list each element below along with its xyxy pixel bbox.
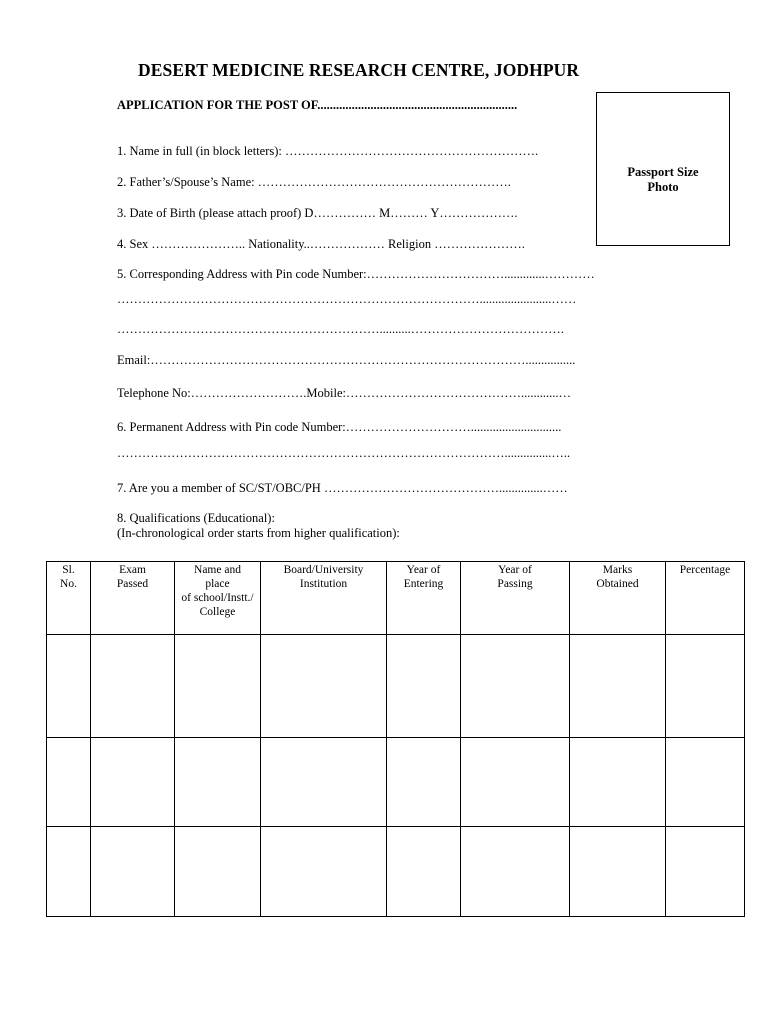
table-cell[interactable] [91,827,175,917]
table-row [47,635,745,738]
table-row [47,738,745,827]
table-cell[interactable] [261,635,387,738]
telephone-mobile-field[interactable]: Telephone No:……………………….Mobile:……………………………………............… [117,386,571,400]
table-cell[interactable] [570,635,666,738]
header-text: College [199,606,236,618]
email-field[interactable]: Email:………………………………………………………………………………................ [117,353,576,367]
category-field[interactable]: 7. Are you a member of SC/ST/OBC/PH ……………………………………..............…… [117,481,568,495]
header-text: Sl. [62,564,75,576]
table-cell[interactable] [91,738,175,827]
header-year-passing [461,562,570,635]
qualifications-heading: 8. Qualifications (Educational): [117,511,275,525]
table-cell[interactable] [666,635,745,738]
post-applied-field[interactable]: APPLICATION FOR THE POST OF................................................................ [117,98,518,112]
photo-label-line1: Passport Size [627,165,699,179]
header-text: of school/Instt./ [181,592,254,604]
permanent-address-line2[interactable]: …………………………………………………………………………………...............….. [117,446,571,460]
header-year-entering [387,562,461,635]
corresponding-address-line2[interactable]: …………………………………………………………………………….......................…… [117,292,577,306]
table-cell[interactable] [387,827,461,917]
table-cell[interactable] [261,827,387,917]
header-text: Passed [116,578,149,590]
table-cell[interactable] [261,738,387,827]
qualifications-table [46,561,745,917]
institute-title: DESERT MEDICINE RESEARCH CENTRE, JODHPUR [138,60,580,80]
father-spouse-name-field[interactable]: 2. Father’s/Spouse’s Name: ……………………………………………………. [117,175,511,189]
header-text: Name and [194,564,241,576]
table-cell[interactable] [47,738,91,827]
passport-photo-box [596,92,730,246]
header-name-place [175,562,261,635]
photo-label-line2: Photo [647,180,679,194]
permanent-address-field[interactable]: 6. Permanent Address with Pin code Number:…………………………............................. [117,420,562,434]
qualifications-note: (In-chronological order starts from higher qualification): [117,526,400,540]
header-text: Institution [299,578,348,590]
header-text: Percentage [679,564,731,576]
table-cell[interactable] [666,738,745,827]
table-row [47,827,745,917]
corresponding-address-line3[interactable]: ………………………………………………………..........………………………………. [117,322,564,336]
table-cell[interactable] [91,635,175,738]
header-board-university [261,562,387,635]
table-cell[interactable] [666,827,745,917]
table-cell[interactable] [387,738,461,827]
photo-label [597,165,729,195]
table-cell[interactable] [570,827,666,917]
table-cell[interactable] [461,827,570,917]
header-percentage [666,562,745,635]
corresponding-address-field[interactable]: 5. Corresponding Address with Pin code Number:…………………………….............………… [117,267,595,281]
header-text: No. [60,578,77,590]
table-cell[interactable] [570,738,666,827]
table-cell[interactable] [461,635,570,738]
table-cell[interactable] [175,827,261,917]
table-cell[interactable] [47,827,91,917]
table-header-row [47,562,745,635]
header-text: Year of [498,564,532,576]
table-cell[interactable] [461,738,570,827]
table-cell[interactable] [175,738,261,827]
table-cell[interactable] [47,635,91,738]
header-sl-no [47,562,91,635]
name-field[interactable]: 1. Name in full (in block letters): ……………………………………………………. [117,144,539,158]
header-text: Exam [119,564,146,576]
sex-nationality-religion-field[interactable]: 4. Sex ………………….. Nationality..……………… Religion …………………. [117,237,525,251]
header-text: Marks [602,564,633,576]
header-text: Obtained [596,578,639,590]
header-exam-passed [91,562,175,635]
header-text: Passing [497,578,533,590]
header-text: place [205,578,230,590]
date-of-birth-field[interactable]: 3. Date of Birth (please attach proof) D…………… M……… Y………………. [117,206,518,220]
header-text: Board/University [283,564,364,576]
table-cell[interactable] [175,635,261,738]
table-cell[interactable] [387,635,461,738]
header-marks-obtained [570,562,666,635]
header-text: Entering [403,578,444,590]
header-text: Year of [406,564,441,576]
